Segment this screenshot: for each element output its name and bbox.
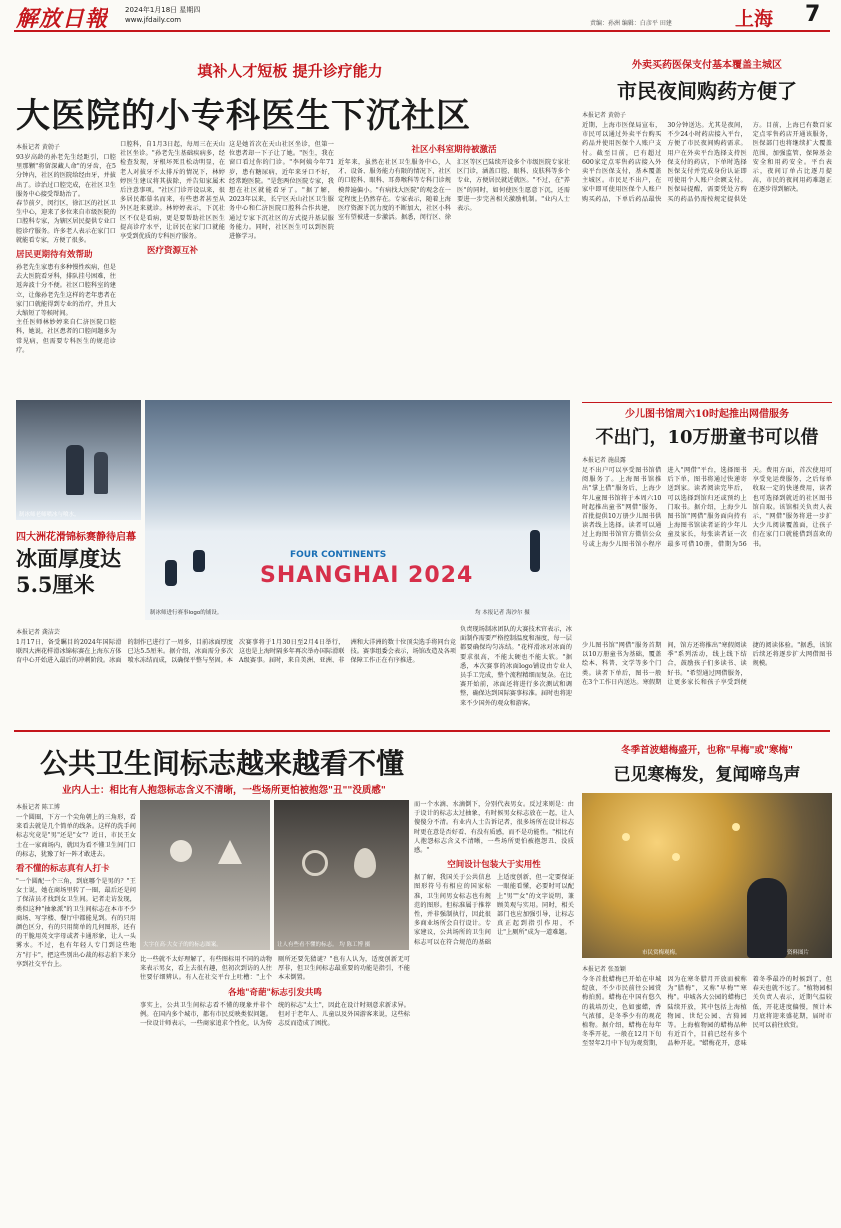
ice-worker-photo — [16, 400, 141, 520]
story5-subheadline: 业内人士：相比有人抱怨标志含义不清晰，一些场所更怕被抱怨"丑""没质感" — [62, 785, 386, 796]
plum-photo-caption: 市民赏梅观梅。 — [642, 950, 681, 956]
story2-kicker: 外卖买药医保支付基本覆盖主城区 — [632, 60, 782, 71]
story2-box — [582, 56, 832, 396]
story3-kicker: 少儿图书馆周六10时起推出网借服务 — [625, 409, 789, 420]
story1-para3: 孙老先生家患有多种慢性疾病，但是去大医院看牙科，排队挂号困难，往返奔波十分不便。社区口腔科室的建立，让像孙老先生这样的老年患者在家门口就能得到专业的治疗，并且大大缩短了等候时间。 — [16, 264, 116, 318]
story5-body2: 比一些就不太好理解了，有些图标用不同的动物来表示男女，看上去很有趣，但初次到访的人往往要仔细辨认。有人在社交平台上吐槽："上个厕所还要先猜谜？"也有人认为，适度创新无可厚非，但卫生间标志最重要的功能是指引，不能本末倒置。 — [140, 956, 410, 982]
story1-subhead3: 社区小科室期待被激活 — [411, 145, 497, 155]
website: www.jfdaily.com — [125, 16, 182, 24]
story6-byline: 本报记者 张盈颖 — [582, 966, 626, 973]
story1-kicker: 填补人才短板 提升诊疗能力 — [197, 62, 383, 80]
story6-headline: 已见寒梅发，复闻啼鸟声 — [613, 765, 801, 785]
plum-blossom — [732, 823, 740, 831]
story5-col-d: 据了解，我国关于公共信息图形符号有相应的国家标准，卫生间男女标志也有规范的图形。但标准属于推荐性，并非强制执行，因此很多商业场所会自行设计。专家建议，公共场所的卫生间标志可以在符合规范的基础上适度创新，但一定要保证一眼能看懂，必要时可以配上"男""女"的文字说明，兼顾美观与实用。同时，相关部门也应加强引导，让标志真正起到指引作用，不让"上厕所"成为一道难题。 — [414, 874, 574, 946]
story1-subhead2: 医疗资源互补 — [146, 246, 198, 257]
toilet-sign-icon-male — [170, 840, 192, 862]
toilet-sign-photo-1 — [140, 800, 270, 950]
story1-col2: 口腔科，自1月3日起，每周三在天山社区坐诊。"孙老先生基础疾病多，经检查发现，牙根坏死且松动明显，在老人对拔牙不太排斥的情况下，林婷婷医生建议将其拔除，并告知家属术后注意事项。"社区门诊开设以来，很多居民都慕名而来，有些患者甚至从外区赶来就诊。林婷婷表示，下沉社区不仅是看病，更是要帮助社区医生提高诊疗水平，让居民在家门口就能享受到优质的专科医疗服务。 — [120, 141, 225, 241]
worker-figure — [66, 445, 84, 495]
story1-col4: 近年来，虽然在社区卫生服务中心，人才、设备、服务能力有限的情况下，社区的口腔科、眼科、耳鼻喉科等专科门诊规模普遍偏小。"有病找大医院"的观念在一定程度上仍然存在。专家表示，随着上海医疗资源下沉力度的不断加大，社区小科室有望被进一步激活。据悉，闵行区、徐汇区等区已陆续开设多个市级医院专家社区门诊，涵盖口腔、眼科、皮肤科等多个专业，方便居民就近就医。"不过，在"养医"的同时，如何使医生愿意下沉，还需要进一步完善相关激励机制。"业内人士表示。 — [338, 159, 570, 222]
plum-photo — [582, 793, 832, 958]
story1-subhead1: 居民更期待有效帮助 — [16, 250, 93, 261]
skater-figure — [165, 560, 177, 586]
story1-byline: 本报记者 黄勍子 — [16, 144, 60, 151]
toilet-photo-2-caption: 让人有些看不懂的标志。 均 陈工博 摄 — [277, 942, 371, 948]
plum-blossom — [622, 833, 630, 841]
section-name: 上海 — [735, 8, 774, 30]
toilet-photo-1-caption: 大字在高·大女子的的标志图案。 — [143, 942, 222, 948]
story4-byline: 本报记者 龚洁芸 — [16, 629, 60, 636]
section-divider — [14, 730, 830, 732]
visitor-figure — [747, 878, 787, 958]
ice-photo-caption: 制冰师老师喷冰与喷水。 — [19, 512, 80, 518]
story5-byline: 本报记者 陈工博 — [16, 804, 60, 811]
story5-sub2: 各地"奇葩"标志引发共鸣 — [228, 987, 322, 998]
plum-photo-credit: 资料图片 — [787, 950, 810, 956]
newspaper-logo: 解放日報 — [16, 6, 109, 30]
story5-headline: 公共卫生间标志越来越看不懂 — [40, 747, 405, 780]
story4-headline: 冰面厚度达5.5厘米 — [16, 546, 121, 597]
toilet-sign-icon-circle — [302, 850, 328, 876]
story2-headline: 市民夜间购药方便了 — [617, 79, 797, 103]
issue-date: 2024年1月18日 星期四 — [125, 6, 201, 14]
story1-headline: 大医院的小专科医生下沉社区 — [16, 96, 471, 136]
story5-body3: 事实上，公共卫生间标志看不懂的现象并非个例。在国内多个城市，都有市民反映类似问题。一位设计师表示，一些商家追求个性化，认为传统的标志"太土"，因此在设计时刻意求新求异。但对于老年人、儿童以及外国游客来说，这些标志反而造成了困扰。 — [140, 1001, 410, 1028]
masthead-rule — [14, 30, 830, 32]
story6-body: 今冬首批蜡梅已开始在申城绽放，不少市民前往公园赏梅拍照。蜡梅在中国有悠久的栽培历史，色如蜜蜡，香气浓郁，是冬季少有的观花植物。据介绍，蜡梅在每年冬季开花，一般在12月下旬至翌年2月中下旬为观赏期，因为在寒冬腊月开放而被称为"腊梅"，又称"早梅""寒梅"。申城各大公园的蜡梅已陆续开放，其中包括上海植物园、世纪公园、古猗园等。上海植物园的蜡梅品种有近百个，目前已经有多个品种开花。"蜡梅花开，意味着冬季最冷的时候到了，但春天也就不远了。"植物园相关负责人表示，近期气温较低，开花进度偏慢，预计本月底将迎来盛花期，届时市民可以前往欣赏。 — [582, 976, 832, 1048]
banner-small-text: FOUR CONTINENTS — [290, 550, 387, 560]
story5-body1: "一个圆配一个三角，到底哪个是男的？"王女士说，她在商场里转了一圈，最后还是问了保洁员才找到女卫生间。记者走访发现，类似这种"抽象派"的卫生间标志在本市不少商场、写字楼、餐厅中都能见到。有的只用颜色区分，有的只用简单的几何图形，还有的干脆用英文字母或者卡通形象，让人一头雾水。不过，也有年轻人专门到这些地方"打卡"，把这些别出心裁的标志拍下来分享到社交平台上。 — [16, 878, 136, 968]
story4-body: 1月17日，备受瞩目的2024年国际滑联四大洲花样滑冰锦标赛在上海东方体育中心开始进入最后的冲刺阶段。冰面的制作已进行了一周多，目前冰面厚度已达5.5厘米。据介绍，冰面需分多次喷水冻结而成，以确保平整与坚固。本次赛事将于1月30日至2月4日举行，这也是上海时隔多年再次举办国际滑联A级赛事。届时，来自美洲、亚洲、非洲和大洋洲的数十位顶尖选手将同台竞技。赛事组委会表示，场馆改造及各项保障工作正在有序推进。 — [16, 639, 456, 665]
story5-sub1: 看不懂的标志真有人打卡 — [16, 864, 110, 875]
story4-right: 负责现场制冰团队的大赛技术官表示，冰面制作需要严格控制温度和湿度，每一层都要确保均匀冻结。"花样滑冰对冰面的要求很高，不能太硬也不能太软。"据悉，本次赛事的冰面logo铺设由专业人员手工完成，整个流程精细而复杂。在比赛开始前，冰面还将进行多次测试和调整，确保达到国际赛事标准。届时也将迎来不少国外的观众和游客。 — [460, 626, 572, 707]
story4-kicker: 四大洲花滑锦标赛静待启幕 — [16, 532, 136, 543]
plum-blossom — [672, 853, 680, 861]
story3-body: 足不出户可以享受图书馆借阅服务了。上海图书馆推出"掌上借"服务后，上海少年儿童图书馆将于本周六10时起推出童书"网借"服务，首批提供10万册少儿图书供读者线上选择。读者可以通过上海图书馆官方微信公众号或上海少儿图书馆小程序进入"网借"平台，选择图书后下单，图书将通过快递寄送到家。读者阅读完毕后，可以选择到馆归还或预约上门取书。据介绍，上海少儿图书馆"网借"服务面向持有上海图书馆读者证的少年儿童及家长，每张读者证一次最多可借10册，借期为56天。费用方面，首次使用可享受免运费服务，之后每单收取一定的快递费用，读者也可选择到就近的社区图书馆自取。该馆相关负责人表示，"网借"服务将进一步扩大少儿阅读覆盖面，让孩子们在家门口就能借到喜欢的书。 — [582, 467, 832, 548]
story3-headline: 不出门，10万册童书可以借 — [595, 427, 819, 448]
story3-box — [582, 402, 832, 717]
page-number: 7 — [805, 2, 821, 27]
worker-figure-2 — [94, 452, 108, 494]
arena-photo-credit: 均 本报记者 海沙尔 摄 — [475, 610, 530, 616]
story5-col-c: 而一个水滴、水滴倒下，分别代表男女。反过来则是：由于设计的标志太过抽象，有时候男女标志放在一起，让人傻傻分不清。有业内人士告诉记者，很多场所在设计标志时更在意是否好看、有没有质感，而不是功能性。"相比有人抱怨标志含义不清晰，一些场所更怕被抱怨丑、没质感。" — [414, 801, 574, 855]
arena-photo — [145, 400, 570, 620]
toilet-sign-photo-2 — [274, 800, 409, 950]
story5-sub3: 空间设计包装大于实用性 — [447, 860, 541, 871]
story1-para2: 春节前夕，闵行区，徐汇区的社区卫生中心，迎来了多位来自市级医院的口腔科专家，为辖区居民提供专业口腔诊疗服务。许多老人表示在家门口就能看专家，方便了很多。 — [16, 200, 116, 244]
story1-para1: 93岁高龄的孙老先生经距引，口腔里那颗"将留深藏人命"的牙齿，在5分钟内，社区的医院给经由牙，并拔出了。诊治过口腔完成，在社区卫生服务中心接受帮助治了。 — [16, 154, 116, 198]
masthead — [0, 0, 841, 30]
story3-side: 少儿图书馆"网借"服务首期以10万册童书为基础，覆盖绘本、科普、文学等多个门类。读者下单后，图书一般在3个工作日内送达。寒假期间，馆方还将推出"寒假阅读季"系列活动，线上线下结合，鼓励孩子们多读书、读好书。"希望通过网借服务，让更多家长和孩子享受到便捷的阅读体验。"据悉，该馆后续还将逐步扩大网借图书规模。 — [582, 642, 832, 686]
story5-intro: 一个圆圈，下方一个尖角朝上的三角形，看来看去就是几个简单的线条。这样的洗手间标志究竟是"男"还是"女"？近日，市民王女士在一家商场内，就因为看不懂卫生间门口的标志，犹豫了好一阵才敢进去。 — [16, 814, 136, 858]
story6-kicker: 冬季首波蜡梅盛开，也称"早梅"或"寒梅" — [621, 745, 793, 756]
banner-text: SHANGHAI 2024 — [260, 563, 474, 588]
editors-credit: 责编：孙洲 编辑：白彦平 田建 — [590, 20, 672, 27]
toilet-sign-icon-drop — [354, 848, 376, 878]
arena-banner — [230, 550, 480, 595]
story6-box — [582, 742, 832, 1222]
story1-col3: 这是她首次在天山社区坐诊，但第一位患者却一下子让了她。"医生，我在窗口看过你的门诊。"李阿姨今年71岁，患有糖尿病，近年来牙口不好，经常跑医院。"是您两位医院专家，我想在社区就能看牙了。"据了解，2023年以来，长宁区天山社区卫生服务中心和仁济医院口腔科合作共建，通过专家下沉社区的方式提升基层服务能力。同时，社区医生可以到医院进修学习。 — [229, 141, 334, 241]
story2-body: 近期，上海市医保局宣布，市民可以通过外卖平台购买药品并使用医保个人账户支付。截至目前，已有超过600家定点零售药店接入外卖平台医保支付，基本覆盖主城区。市民足不出户，在家中即可使用医保个人账户购买药品，下单后药品最快30分钟送达。尤其是夜间，不少24小时药店接入平台，方便了市民夜间购药需求。用户在外卖平台选择支持医保支付的药店，下单时选择医保支付并完成身份认证即可使用个人账户余额支付。医保局提醒，需要凭处方购买的药品仍需按规定提供处方。目前，上海已有数百家定点零售药店开通该服务，医保部门也将继续扩大覆盖范围，加强监管，保障基金安全和用药安全。平台表示，夜间订单占比逐月提高，市民的夜间用药难题正在逐步得到解决。 — [582, 122, 832, 203]
story1-para4: 主任医师林妙婷来自仁济医院口腔科，她说，社区患者的口腔问题多为常见病，但需要专科医生的规范诊疗。 — [16, 319, 116, 354]
toilet-sign-icon-female — [218, 840, 242, 864]
story3-byline: 本报记者 施晨露 — [582, 457, 626, 464]
arena-photo-caption: 制冰师进行赛事logo的铺设。 — [150, 610, 223, 616]
story2-byline: 本报记者 黄勍子 — [582, 112, 626, 119]
skater-figure-3 — [530, 530, 540, 572]
skater-figure-2 — [193, 550, 205, 572]
